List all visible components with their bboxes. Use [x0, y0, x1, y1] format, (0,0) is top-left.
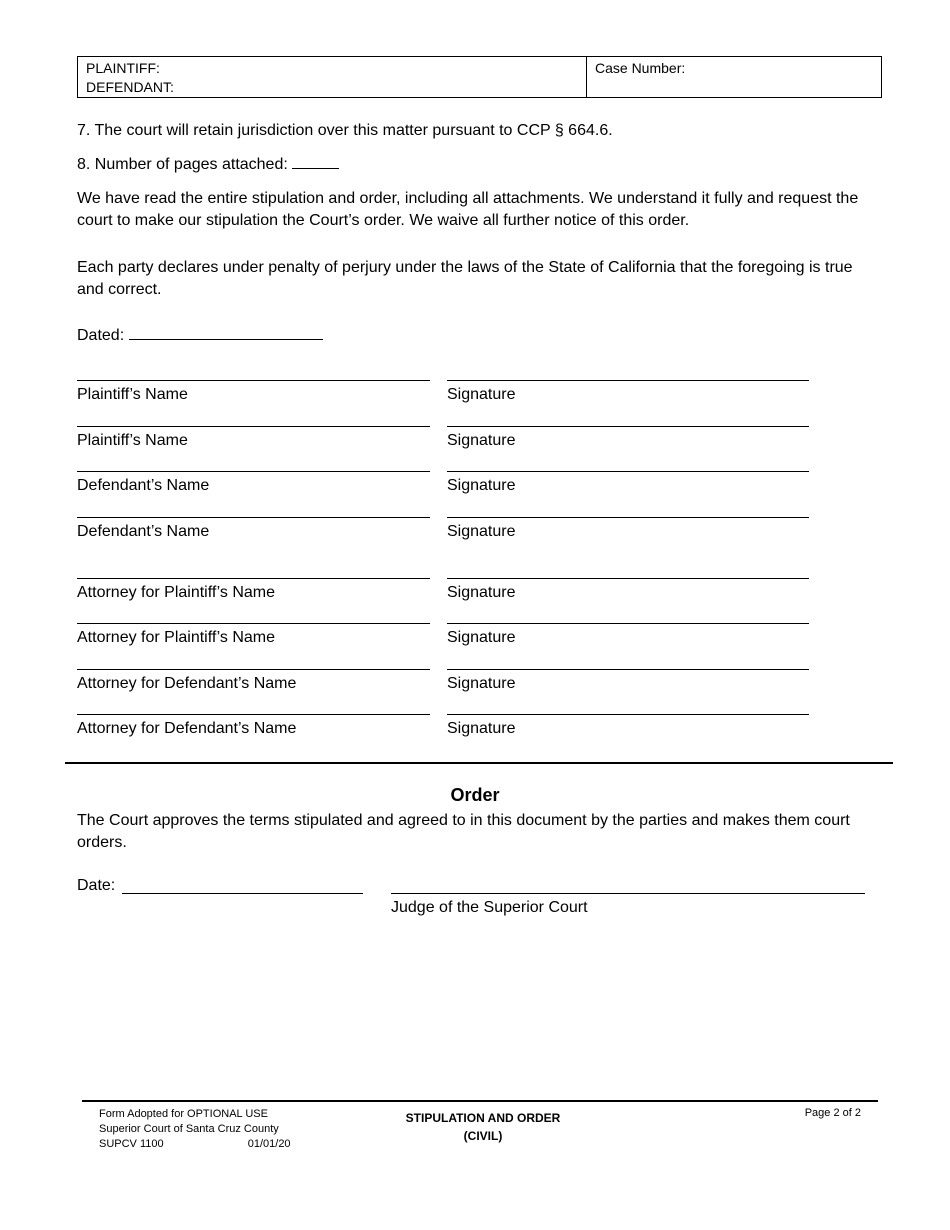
signature-label: Signature	[447, 523, 516, 540]
footer-line-1: Form Adopted for OPTIONAL USE	[99, 1108, 268, 1120]
signature-row	[77, 471, 817, 511]
name-label: Plaintiff’s Name	[77, 386, 188, 403]
signature-row	[77, 714, 817, 754]
name-line[interactable]	[77, 471, 430, 472]
signature-label: Signature	[447, 584, 516, 601]
signature-label: Signature	[447, 386, 516, 403]
signature-row	[77, 380, 817, 420]
plaintiff-label: PLAINTIFF:	[86, 60, 160, 76]
pages-attached-field[interactable]	[292, 154, 339, 169]
name-line[interactable]	[77, 517, 430, 518]
signature-line[interactable]	[447, 471, 809, 472]
dated-label: Dated:	[77, 327, 125, 344]
signature-label: Signature	[447, 432, 516, 449]
signature-line[interactable]	[447, 669, 809, 670]
signature-label: Signature	[447, 629, 516, 646]
signature-line[interactable]	[447, 714, 809, 715]
order-text: The Court approves the terms stipulated and agreed to in this document by the parties and makes them court orders.	[77, 812, 850, 851]
dated-field[interactable]	[129, 325, 323, 340]
footer-form-info	[99, 1107, 291, 1152]
defendant-label: DEFENDANT:	[86, 79, 174, 95]
case-number-label: Case Number:	[595, 60, 686, 76]
case-number-cell	[587, 57, 881, 97]
name-line[interactable]	[77, 578, 430, 579]
signature-label: Signature	[447, 720, 516, 737]
signature-row	[77, 669, 817, 709]
name-label: Defendant’s Name	[77, 477, 210, 494]
footer-line-3	[99, 1137, 291, 1152]
footer-title-line-1: STIPULATION AND ORDER	[405, 1111, 561, 1125]
signature-row	[77, 517, 817, 557]
footer-form-title	[383, 1109, 583, 1145]
order-title: Order	[450, 785, 500, 805]
footer-form-date: 01/01/20	[247, 1138, 291, 1150]
signature-line[interactable]	[447, 578, 809, 579]
signature-row	[77, 623, 817, 663]
judge-signature-line[interactable]	[391, 893, 865, 894]
dated-line	[77, 325, 877, 347]
item-8-label: 8. Number of pages attached:	[77, 156, 288, 173]
footer-line-2: Superior Court of Santa Cruz County	[99, 1123, 279, 1135]
name-line[interactable]	[77, 426, 430, 427]
footer-divider	[82, 1100, 878, 1102]
signature-row	[77, 426, 817, 466]
signature-line[interactable]	[447, 517, 809, 518]
order-date-label: Date:	[77, 877, 116, 894]
name-label: Plaintiff’s Name	[77, 432, 188, 449]
signature-line[interactable]	[447, 623, 809, 624]
case-header-table	[77, 56, 882, 98]
page-number: Page 2 of 2	[804, 1107, 861, 1119]
name-line[interactable]	[77, 380, 430, 381]
order-divider	[65, 762, 893, 764]
item-7: 7. The court will retain jurisdiction over this matter pursuant to CCP § 664.6.	[77, 122, 613, 139]
parties-cell	[78, 57, 587, 97]
name-label: Attorney for Defendant’s Name	[77, 720, 297, 737]
name-line[interactable]	[77, 714, 430, 715]
footer-form-code: SUPCV 1100	[99, 1138, 164, 1150]
name-label: Attorney for Defendant’s Name	[77, 675, 297, 692]
name-line[interactable]	[77, 623, 430, 624]
signature-row	[77, 578, 817, 618]
declaration-paragraph: Each party declares under penalty of perjury under the laws of the State of California that the foregoing is true and correct.	[77, 259, 853, 298]
order-date-field[interactable]	[122, 893, 363, 894]
footer-title-line-2: (CIVIL)	[463, 1129, 503, 1143]
name-label: Attorney for Plaintiff’s Name	[77, 629, 276, 646]
item-8	[77, 154, 877, 176]
signature-label: Signature	[447, 675, 516, 692]
name-label: Attorney for Plaintiff’s Name	[77, 584, 276, 601]
judge-label: Judge of the Superior Court	[391, 899, 588, 916]
signature-line[interactable]	[447, 380, 809, 381]
statement-paragraph: We have read the entire stipulation and order, including all attachments. We understand it fully and request the court to make our stipulation the Court’s order. We waive all further notice of this order.	[77, 190, 859, 229]
signature-label: Signature	[447, 477, 516, 494]
name-label: Defendant’s Name	[77, 523, 210, 540]
signature-line[interactable]	[447, 426, 809, 427]
name-line[interactable]	[77, 669, 430, 670]
